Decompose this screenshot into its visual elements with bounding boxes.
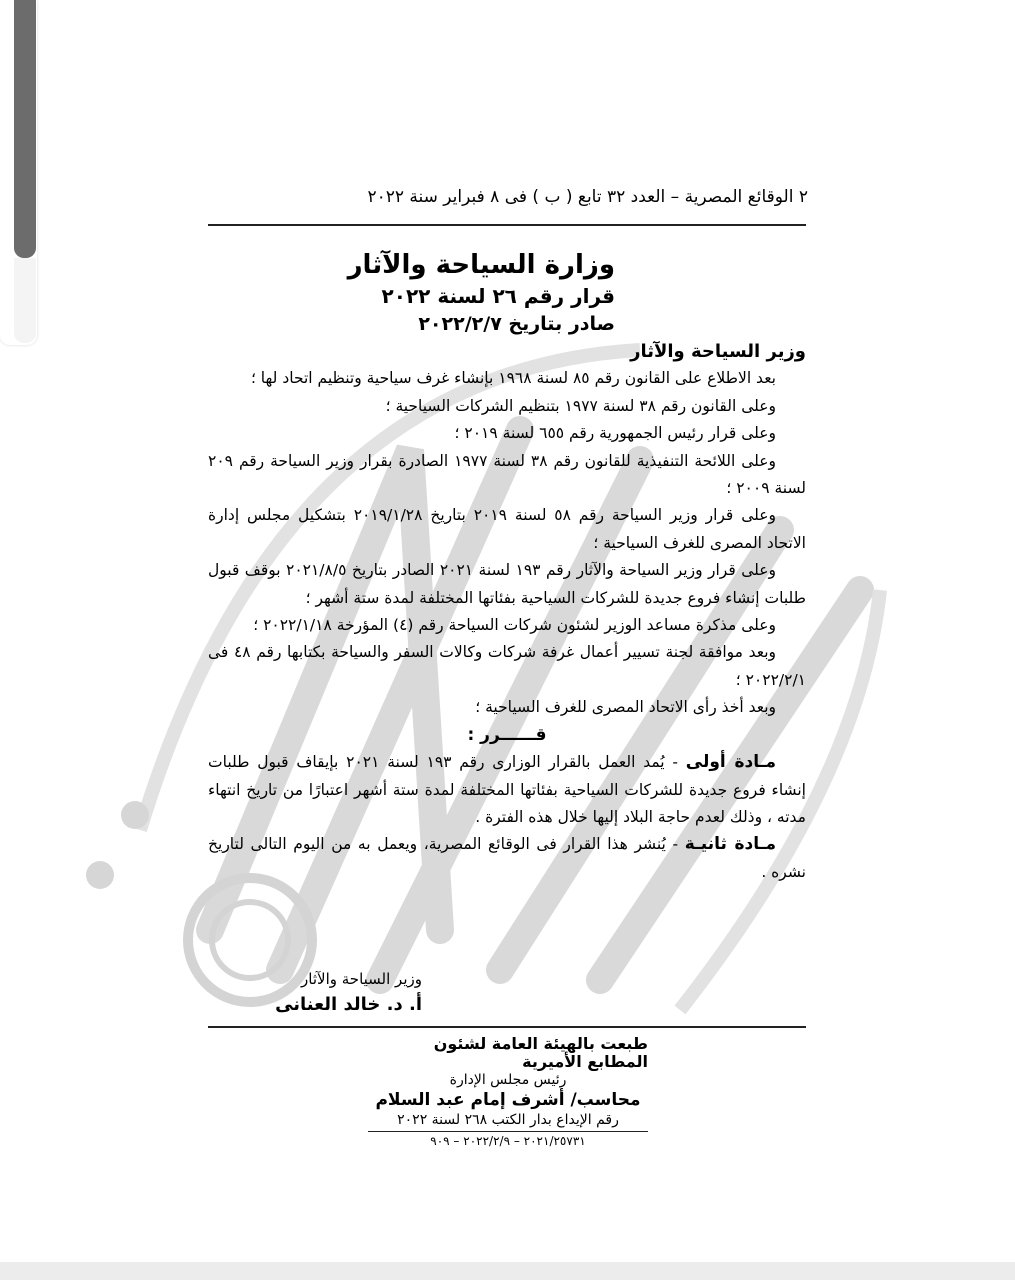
header-rule	[208, 224, 806, 226]
article-2-text: - يُنشر هذا القرار فى الوقائع المصرية، ويعمل به من اليوم التالى لتاريخ نشره .	[208, 835, 806, 881]
preamble-7: وعلى مذكرة مساعد الوزير لشئون شركات السياحة رقم (٤) المؤرخة ٢٠٢٢/١/١٨ ؛	[253, 616, 776, 635]
article-1-text: - يُمد العمل بالقرار الوزارى رقم ١٩٣ لسنة ٢٠٢١ بإيقاف قبول طلبات إنشاء فروع جديدة للشركات السياحية بفئاتها المختلفة لمدة ستة أشهر اعتبارًا من تاريخ انتهاء مدته ، وذلك لعدم حاجة البلاد إليها خلال هذه الفترة .	[208, 753, 806, 826]
chairman-name: محاسب/ أشرف إمام عبد السلام	[375, 1090, 641, 1110]
preamble-2: وعلى القانون رقم ٣٨ لسنة ١٩٧٧ بتنظيم الشركات السياحية ؛	[385, 396, 776, 415]
decree-number: قرار رقم ٢٦ لسنة ٢٠٢٢	[381, 284, 615, 308]
signatory-name: أ. د. خالد العنانى	[275, 994, 422, 1015]
article-2-label: مـادة ثانيـة	[684, 834, 776, 855]
gazette-header: ٢ الوقائع المصرية – العدد ٣٢ تابع ( ب ) فى ٨ فبراير سنة ٢٠٢٢	[367, 187, 808, 207]
viewer-bottom-bar	[0, 1262, 1015, 1280]
issue-date: صادر بتاريخ ٢٠٢٢/٢/٧	[418, 313, 615, 335]
scrollbar-thumb[interactable]	[14, 0, 36, 258]
preamble-1: بعد الاطلاع على القانون رقم ٨٥ لسنة ١٩٦٨ بإنشاء غرف سياحية وتنظيم اتحاد لها ؛	[250, 369, 776, 388]
decides-heading: قــــــرر :	[467, 724, 547, 745]
preamble-5: وعلى قرار وزير السياحة رقم ٥٨ لسنة ٢٠١٩ بتاريخ ٢٠١٩/١/٢٨ بتشكيل مجلس إدارة الاتحاد المصرى للغرف السياحية ؛	[208, 506, 806, 552]
article-1-label: مـادة أولى	[685, 752, 776, 773]
preamble-3: وعلى قرار رئيس الجمهورية رقم ٦٥٥ لسنة ٢٠١٩ ؛	[454, 424, 776, 443]
footer-rule	[208, 1026, 806, 1028]
signatory-title: وزير السياحة والآثار	[301, 970, 422, 988]
article-1	[208, 749, 806, 831]
chairman-title: رئيس مجلس الإدارة	[449, 1072, 567, 1088]
minister-heading: وزير السياحة والآثار	[630, 341, 806, 362]
preamble-6: وعلى قرار وزير السياحة والآثار رقم ١٩٣ لسنة ٢٠٢١ الصادر بتاريخ ٢٠٢١/٨/٥ بوقف قبول طلبات إنشاء فروع جديدة للشركات السياحية بفئاتها المختلفة لمدة ستة أشهر ؛	[208, 561, 806, 607]
printer-name: طبعت بالهيئة العامة لشئون المطابع الأميرية	[433, 1034, 648, 1071]
print-code: ٢٠٢١/٢٥٧٣١ – ٢٠٢٢/٢/٩ – ٩٠٩	[368, 1131, 648, 1150]
scrollbar-track[interactable]	[14, 258, 36, 343]
title-block	[330, 248, 615, 338]
printer-footer	[368, 1035, 648, 1150]
signature-block	[262, 968, 422, 1020]
ministry-title: وزارة السياحة والآثار	[347, 250, 615, 280]
preamble-4: وعلى اللائحة التنفيذية للقانون رقم ٣٨ لسنة ١٩٧٧ الصادرة بقرار وزير السياحة رقم ٢٠٩ لسنة ٢٠٠٩ ؛	[208, 451, 806, 498]
article-2	[208, 831, 806, 886]
decree-body	[208, 338, 806, 886]
deposit-number: رقم الإيداع بدار الكتب ٢٦٨ لسنة ٢٠٢٢	[397, 1112, 619, 1128]
preamble-9: وبعد أخذ رأى الاتحاد المصرى للغرف السياحية ؛	[475, 698, 776, 717]
preamble-8: وبعد موافقة لجنة تسيير أعمال غرفة شركات وكالات السفر والسياحة بكتابها رقم ٤٨ فى ٢٠٢٢/٢/١ ؛	[208, 643, 806, 689]
